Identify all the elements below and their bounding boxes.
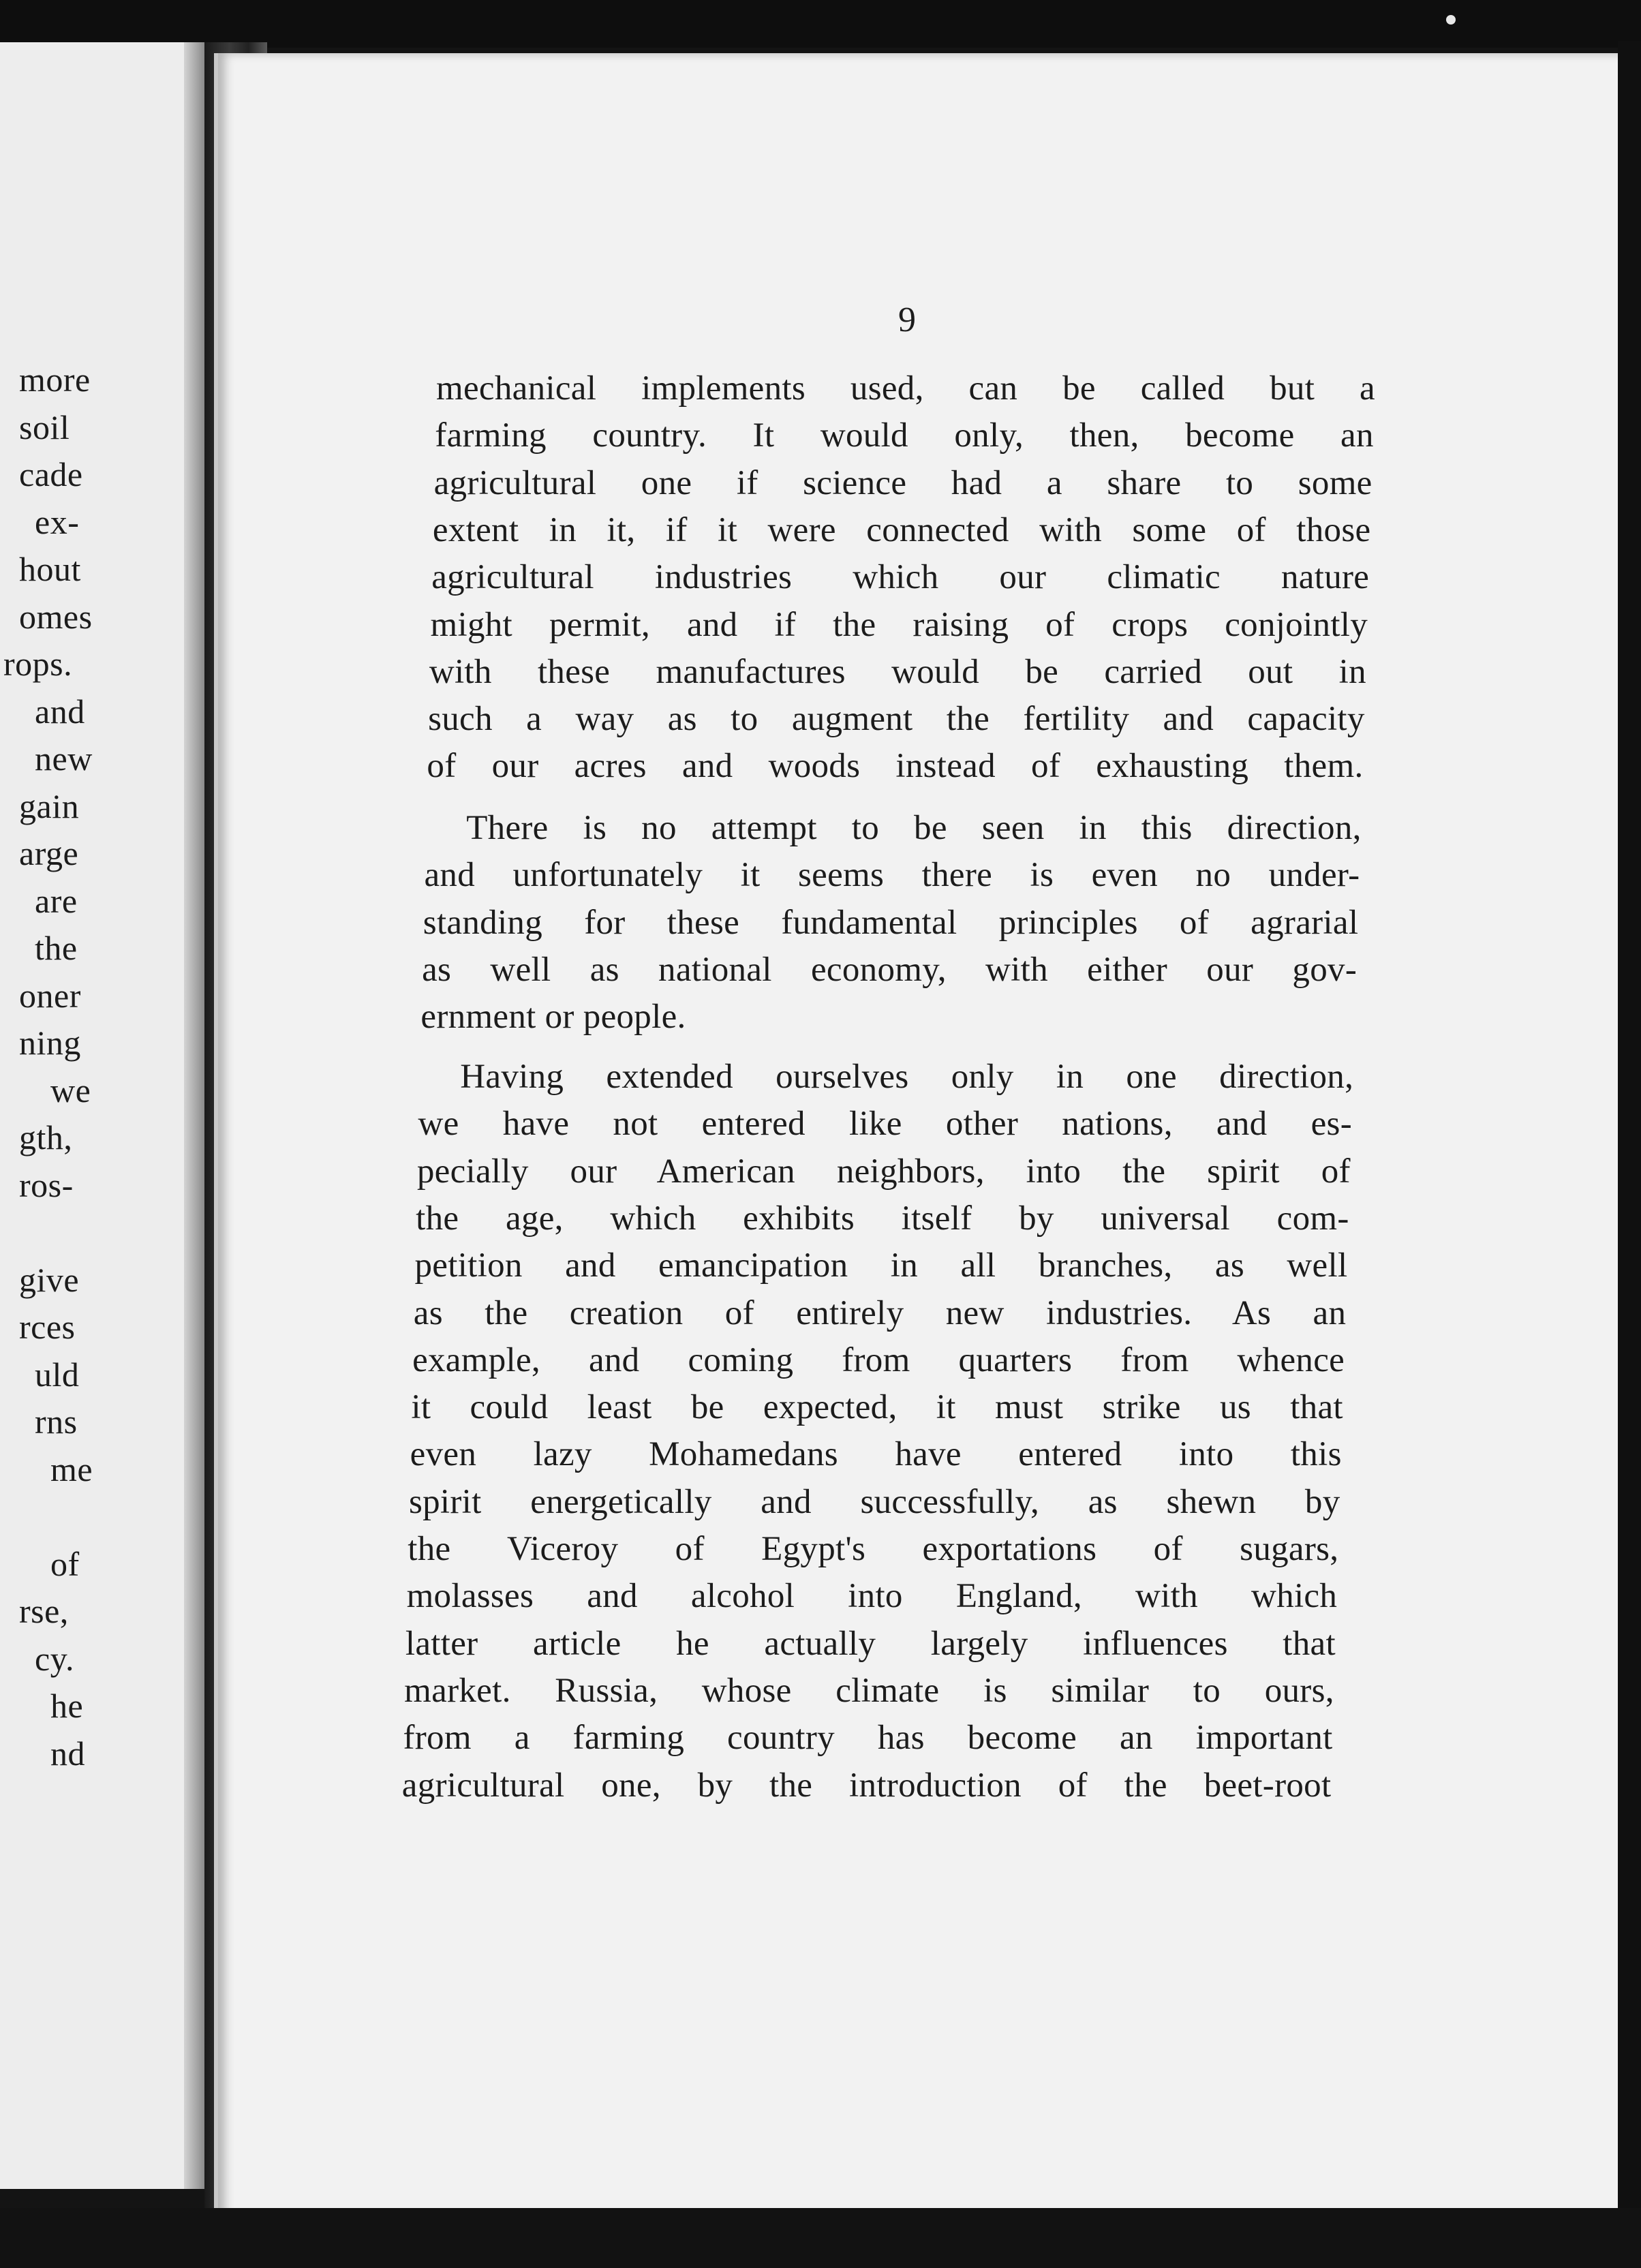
text-line: latter article he actually largely influences that <box>405 1624 1336 1663</box>
scan-bottom-border <box>0 2208 1641 2268</box>
left-page-text-fragments <box>0 42 198 2189</box>
scan-top-border <box>0 0 1641 48</box>
scan-speck <box>1446 15 1456 25</box>
text-line: it could least be expected, it must strike us that <box>411 1388 1343 1427</box>
text-line: There is no attempt to be seen in this direction, <box>466 809 1362 847</box>
left-page-fragment: cy. <box>35 1639 74 1678</box>
left-page-fragment: more <box>19 361 91 399</box>
left-page-fragment: the <box>35 929 78 967</box>
left-page-fragment: rns <box>35 1403 78 1441</box>
left-page-fragment: cade <box>19 455 83 493</box>
text-line: petition and emancipation in all branches, as well <box>414 1246 1348 1285</box>
text-line: spirit energetically and successfully, as shewn by <box>408 1482 1340 1521</box>
text-line: agricultural industries which our climatic nature <box>431 558 1370 597</box>
text-line: agricultural one, by the introduction of the beet-root <box>401 1766 1332 1805</box>
text-line: market. Russia, whose climate is similar to ours, <box>404 1671 1334 1710</box>
left-page-fragment: ning <box>19 1024 81 1062</box>
text-line: as well as national economy, with either our gov- <box>422 950 1358 989</box>
text-line: Having extended ourselves only in one direction, <box>460 1058 1354 1096</box>
text-line: pecially our American neighbors, into the spirit of <box>416 1152 1351 1191</box>
left-page-fragment: nd <box>50 1734 85 1773</box>
text-line: from a farming country has become an important <box>403 1719 1333 1758</box>
left-page-fragment: new <box>35 739 93 778</box>
left-page-fragment: rces <box>19 1308 76 1346</box>
page-number: 9 <box>898 301 916 339</box>
left-page-fragment: ros- <box>19 1165 74 1204</box>
left-page-fragment: soil <box>19 408 70 446</box>
scan-right-border <box>1618 41 1641 2268</box>
left-page-fragment: ex- <box>35 502 80 541</box>
left-page-fragment: omes <box>19 597 93 636</box>
left-page-fragment: uld <box>35 1355 80 1394</box>
text-line: farming country. It would only, then, become an <box>435 416 1374 455</box>
left-page-fragment: me <box>50 1450 93 1488</box>
text-line: mechanical implements used, can be called but a <box>436 369 1375 408</box>
text-line: the Viceroy of Egypt's exportations of sugars, <box>408 1530 1339 1568</box>
left-page-fragment: give <box>19 1260 80 1299</box>
left-page <box>0 42 198 2189</box>
text-line: with these manufactures would be carried out in <box>429 652 1366 691</box>
left-page-fragment: of <box>50 1544 80 1583</box>
text-line: we have not entered like other nations, and es- <box>418 1105 1352 1144</box>
left-page-edge <box>184 42 204 2189</box>
text-line: the age, which exhibits itself by universal com- <box>416 1199 1349 1238</box>
left-page-fragment: we <box>50 1071 91 1109</box>
left-page-fragment: and <box>35 692 85 731</box>
text-line: ernment or people. <box>420 998 686 1037</box>
text-line: standing for these fundamental principles of agrarial <box>423 903 1359 942</box>
left-page-fragment: he <box>50 1687 84 1725</box>
text-line: and unfortunately it seems there is even no under- <box>424 856 1360 895</box>
left-page-fragment: gain <box>19 786 80 825</box>
text-line: extent in it, if it were connected with some of those <box>432 510 1371 549</box>
left-page-fragment: are <box>35 881 78 920</box>
left-page-fragment: hout <box>19 550 81 588</box>
left-page-fragment: arge <box>19 834 79 872</box>
left-page-fragment: rse, <box>19 1592 69 1630</box>
left-page-fragment: oner <box>19 976 81 1015</box>
text-line: of our acres and woods instead of exhausting them. <box>427 747 1364 786</box>
text-line: might permit, and if the raising of crops conjointly <box>430 605 1368 644</box>
text-line: such a way as to augment the fertility and capacity <box>428 700 1365 739</box>
left-page-fragment: gth, <box>19 1118 73 1156</box>
text-line: molasses and alcohol into England, with which <box>406 1577 1338 1616</box>
text-line: example, and coming from quarters from whence <box>412 1340 1345 1379</box>
text-line: even lazy Mohamedans have entered into this <box>410 1435 1342 1474</box>
left-page-fragment: rops. <box>3 645 73 683</box>
text-line: agricultural one if science had a share to some <box>433 463 1372 502</box>
text-line: as the creation of entirely new industries. As an <box>413 1293 1347 1332</box>
